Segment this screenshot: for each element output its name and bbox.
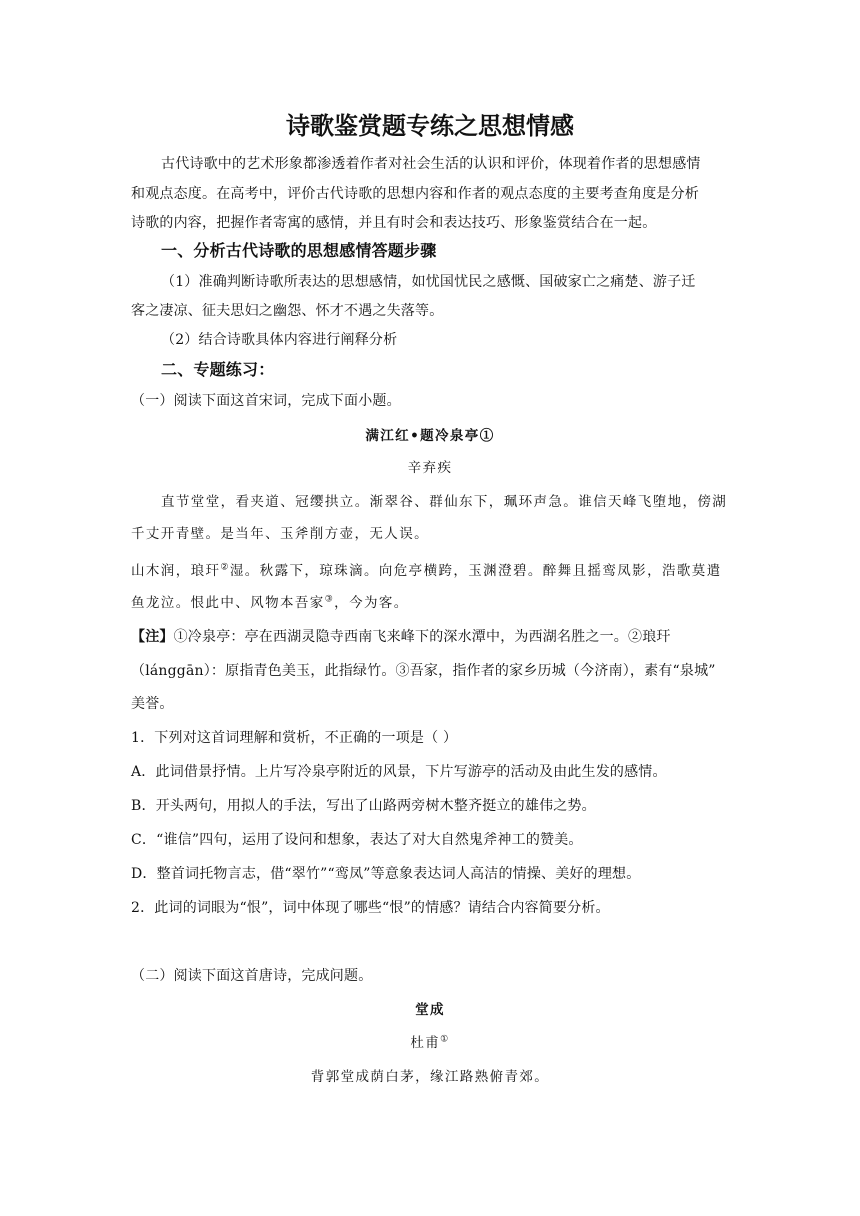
poem2-author [0,1033,860,1053]
question-1-option-a: A．此词借景抒情。上片写冷泉亭附近的风景，下片写游亭的活动及由此生发的感情。 [131,764,667,780]
question-1-option-d: D．整首词托物言志，借“翠竹”“鸾凤”等意象表达词人高洁的情操、美好的理想。 [131,866,641,882]
poem1-line-3b: 湿。秋露下，琼珠滴。向危亭横跨，玉渊澄碧。醉舞且摇鸾凤影，浩歌莫遣 [229,563,722,579]
poem2-line-1: 背郭堂成荫白茅，缘江路熟俯青郊。 [310,1069,550,1085]
intro-line-3: 诗歌的内容，把握作者寄寓的感情，并且有时会和表达技巧、形象鉴赏结合在一起。 [131,215,657,231]
note-line-1 [131,627,671,647]
part2-intro: （二）阅读下面这首唐诗，完成问题。 [131,968,373,984]
note-label: 【注】 [131,629,174,645]
note-line-3: 美誉。 [131,696,174,712]
intro-line-1: 古代诗歌中的艺术形象都渗透着作者对社会生活的认识和评价，体现着作者的思想感情 [161,156,701,172]
poem1-line-2: 千丈开青壁。是当年、玉斧削方壶，无人误。 [131,526,429,542]
note-text-1: ①冷泉亭：亭在西湖灵隐寺西南飞来峰下的深水潭中，为西湖名胜之一。②琅玕 [173,629,671,645]
poem2-footnote-marker: ① [440,1034,450,1045]
page-title: 诗歌鉴赏题专练之思想情感 [286,111,574,140]
section1-heading: 一、分析古代诗歌的思想感情答题步骤 [161,241,437,260]
question-1-option-c: C．“谁信”四句，运用了设问和想象，表达了对大自然鬼斧神工的赞美。 [131,832,583,848]
step1-line-1: （1）准确判断诗歌所表达的思想感情，如忧国忧民之感慨、国破家亡之痛楚、游子迁 [161,274,696,290]
poem1-line-4b: ，今为客。 [334,595,409,611]
intro-line-2: 和观点态度。在高考中，评价古代诗歌的思想内容和作者的观点态度的主要考查角度是分析 [131,186,699,202]
part1-intro: （一）阅读下面这首宋词，完成下面小题。 [131,393,401,409]
step1-line-2: 客之凄凉、征夫思妇之幽怨、怀才不遇之失落等。 [131,303,444,319]
question-1-stem: 1．下列对这首词理解和赏析，不正确的一项是（ ） [131,730,458,746]
poem1-title: 满江红•题冷泉亭① [365,428,495,444]
poem1-line-3a: 山木润，琅玕 [131,563,221,579]
footnote-marker-3: ③ [324,594,335,605]
question-1-option-b: B．开头两句，用拟人的手法，写出了山路两旁树木整齐挺立的雄伟之势。 [131,798,596,814]
poem1-line-4 [131,593,409,613]
poem1-line-4a: 鱼龙泣。恨此中、风物本吾家 [131,595,325,611]
step2: （2）结合诗歌具体内容进行阐释分析 [161,332,398,348]
poem1-line-1: 直节堂堂，看夹道、冠缨拱立。渐翠谷、群仙东下，珮环声急。谁信天峰飞堕地，傍湖 [161,494,728,510]
poem2-title: 堂成 [415,1002,445,1018]
section2-heading: 二、专题练习： [161,360,275,379]
poem2-author-name: 杜甫 [410,1035,441,1051]
poem1-author: 辛弃疾 [407,460,453,476]
footnote-marker-2: ② [220,562,230,573]
question-2: 2．此词的词眼为“恨”，词中体现了哪些“恨”的情感？请结合内容简要分析。 [131,900,610,916]
poem1-line-3 [131,561,722,581]
note-line-2: （lánggān）：原指青色美玉，此指绿竹。③吾家，指作者的家乡历城（今济南），素有“泉城” [131,663,716,679]
